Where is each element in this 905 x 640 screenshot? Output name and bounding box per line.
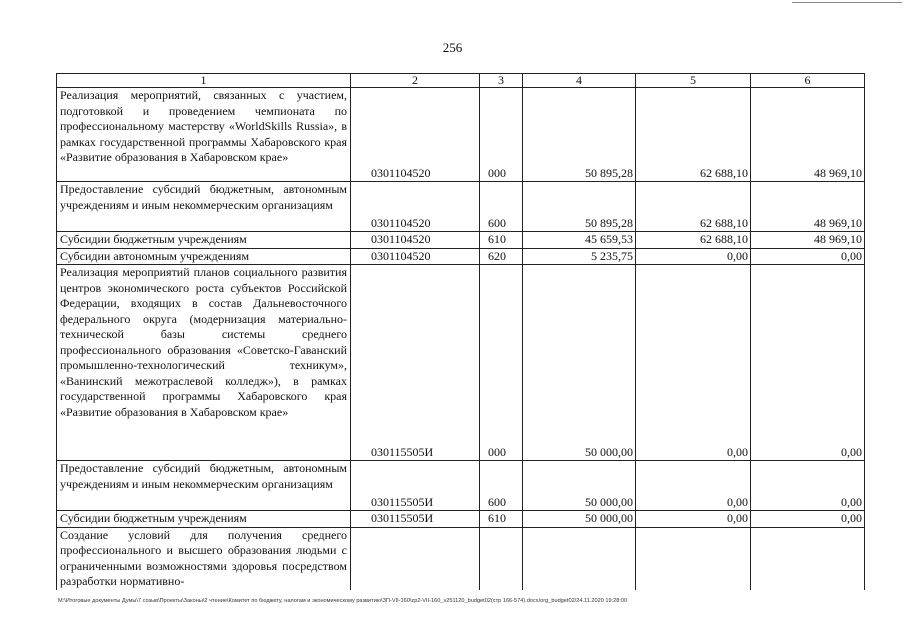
row-value-4 [523, 527, 636, 590]
row-name: Субсидии бюджетным учреждениям [57, 232, 351, 249]
row-value-5: 62 688,10 [636, 182, 751, 232]
row-name: Реализация мероприятий планов социального развития центров экономического роста субъектов Российской Федерации, входящих в состав Дальневосточного федерального округа (модернизация материально-технической базы системы среднего профессионального образования «Советско-Гаванский промышленно-технологический техникум», «Ванинский межотраслевой колледж»), в рамках государственной программы Хабаровского края «Развитие образования в Хабаровском крае» [57, 265, 351, 461]
table-row [57, 461, 865, 511]
row-code: 030115505И [351, 511, 480, 528]
row-code: 0301104520 [351, 182, 480, 232]
row-type: 000 [480, 88, 523, 182]
header-cell: 3 [480, 74, 523, 88]
row-type [480, 527, 523, 590]
table-row [57, 527, 865, 590]
row-value-4: 50 000,00 [523, 461, 636, 511]
row-name: Создание условий для получения среднего профессионального и высшего образования людьми с ограниченными возможностями здоровья посредством разработки нормативно- [57, 527, 351, 590]
row-code: 0301104520 [351, 248, 480, 265]
header-cell: 2 [351, 74, 480, 88]
row-type: 000 [480, 265, 523, 461]
row-value-4: 50 895,28 [523, 182, 636, 232]
document-path-footer: M:\Итоговые документы Думы\7 созыв\Проекты\Законы\2 чтение\Комитет по бюджету, налогам и экономическому развитию\ЗП-VII-160\zp2-VII-160_v251120_budget02(стр 166-574).docx/org_budget02/24.11.2020 19:28:00 [58, 598, 628, 604]
row-value-6: 0,00 [751, 461, 865, 511]
header-cell: 5 [636, 74, 751, 88]
row-code: 0301104520 [351, 88, 480, 182]
row-name: Субсидии автономным учреждениям [57, 248, 351, 265]
row-type: 610 [480, 511, 523, 528]
table-row [57, 232, 865, 249]
row-value-4: 50 895,28 [523, 88, 636, 182]
row-value-6: 48 969,10 [751, 182, 865, 232]
top-rule [792, 2, 902, 3]
row-code: 030115505И [351, 461, 480, 511]
table-row [57, 248, 865, 265]
page-number: 256 [442, 40, 463, 55]
row-value-6: 0,00 [751, 511, 865, 528]
table-row [57, 182, 865, 232]
row-code: 030115505И [351, 265, 480, 461]
row-type: 620 [480, 248, 523, 265]
row-value-5: 62 688,10 [636, 232, 751, 249]
row-value-6 [751, 527, 865, 590]
header-cell: 1 [57, 74, 351, 88]
row-value-6: 0,00 [751, 248, 865, 265]
row-name: Предоставление субсидий бюджетным, автономным учреждениям и иным некоммерческим организациям [57, 461, 351, 511]
row-value-6: 48 969,10 [751, 232, 865, 249]
row-code [351, 527, 480, 590]
row-value-4: 5 235,75 [523, 248, 636, 265]
table-row [57, 265, 865, 461]
row-value-5 [636, 527, 751, 590]
row-value-5: 0,00 [636, 265, 751, 461]
row-code: 0301104520 [351, 232, 480, 249]
budget-table [56, 73, 865, 590]
row-value-5: 0,00 [636, 461, 751, 511]
table-header-row [57, 74, 865, 88]
row-name: Реализация мероприятий, связанных с участием, подготовкой и проведением чемпионата по профессиональному мастерству «WorldSkills Russia», в рамках государственной программы Хабаровского края «Развитие образования в Хабаровском крае» [57, 88, 351, 182]
row-name: Предоставление субсидий бюджетным, автономным учреждениям и иным некоммерческим организациям [57, 182, 351, 232]
row-type: 600 [480, 182, 523, 232]
header-cell: 6 [751, 74, 865, 88]
row-name: Субсидии бюджетным учреждениям [57, 511, 351, 528]
row-value-5: 0,00 [636, 511, 751, 528]
row-value-5: 62 688,10 [636, 88, 751, 182]
header-cell: 4 [523, 74, 636, 88]
row-value-5: 0,00 [636, 248, 751, 265]
row-type: 610 [480, 232, 523, 249]
table-row [57, 511, 865, 528]
row-value-6: 48 969,10 [751, 88, 865, 182]
row-value-4: 45 659,53 [523, 232, 636, 249]
row-value-4: 50 000,00 [523, 511, 636, 528]
row-value-4: 50 000,00 [523, 265, 636, 461]
table-row [57, 88, 865, 182]
row-type: 600 [480, 461, 523, 511]
row-value-6: 0,00 [751, 265, 865, 461]
